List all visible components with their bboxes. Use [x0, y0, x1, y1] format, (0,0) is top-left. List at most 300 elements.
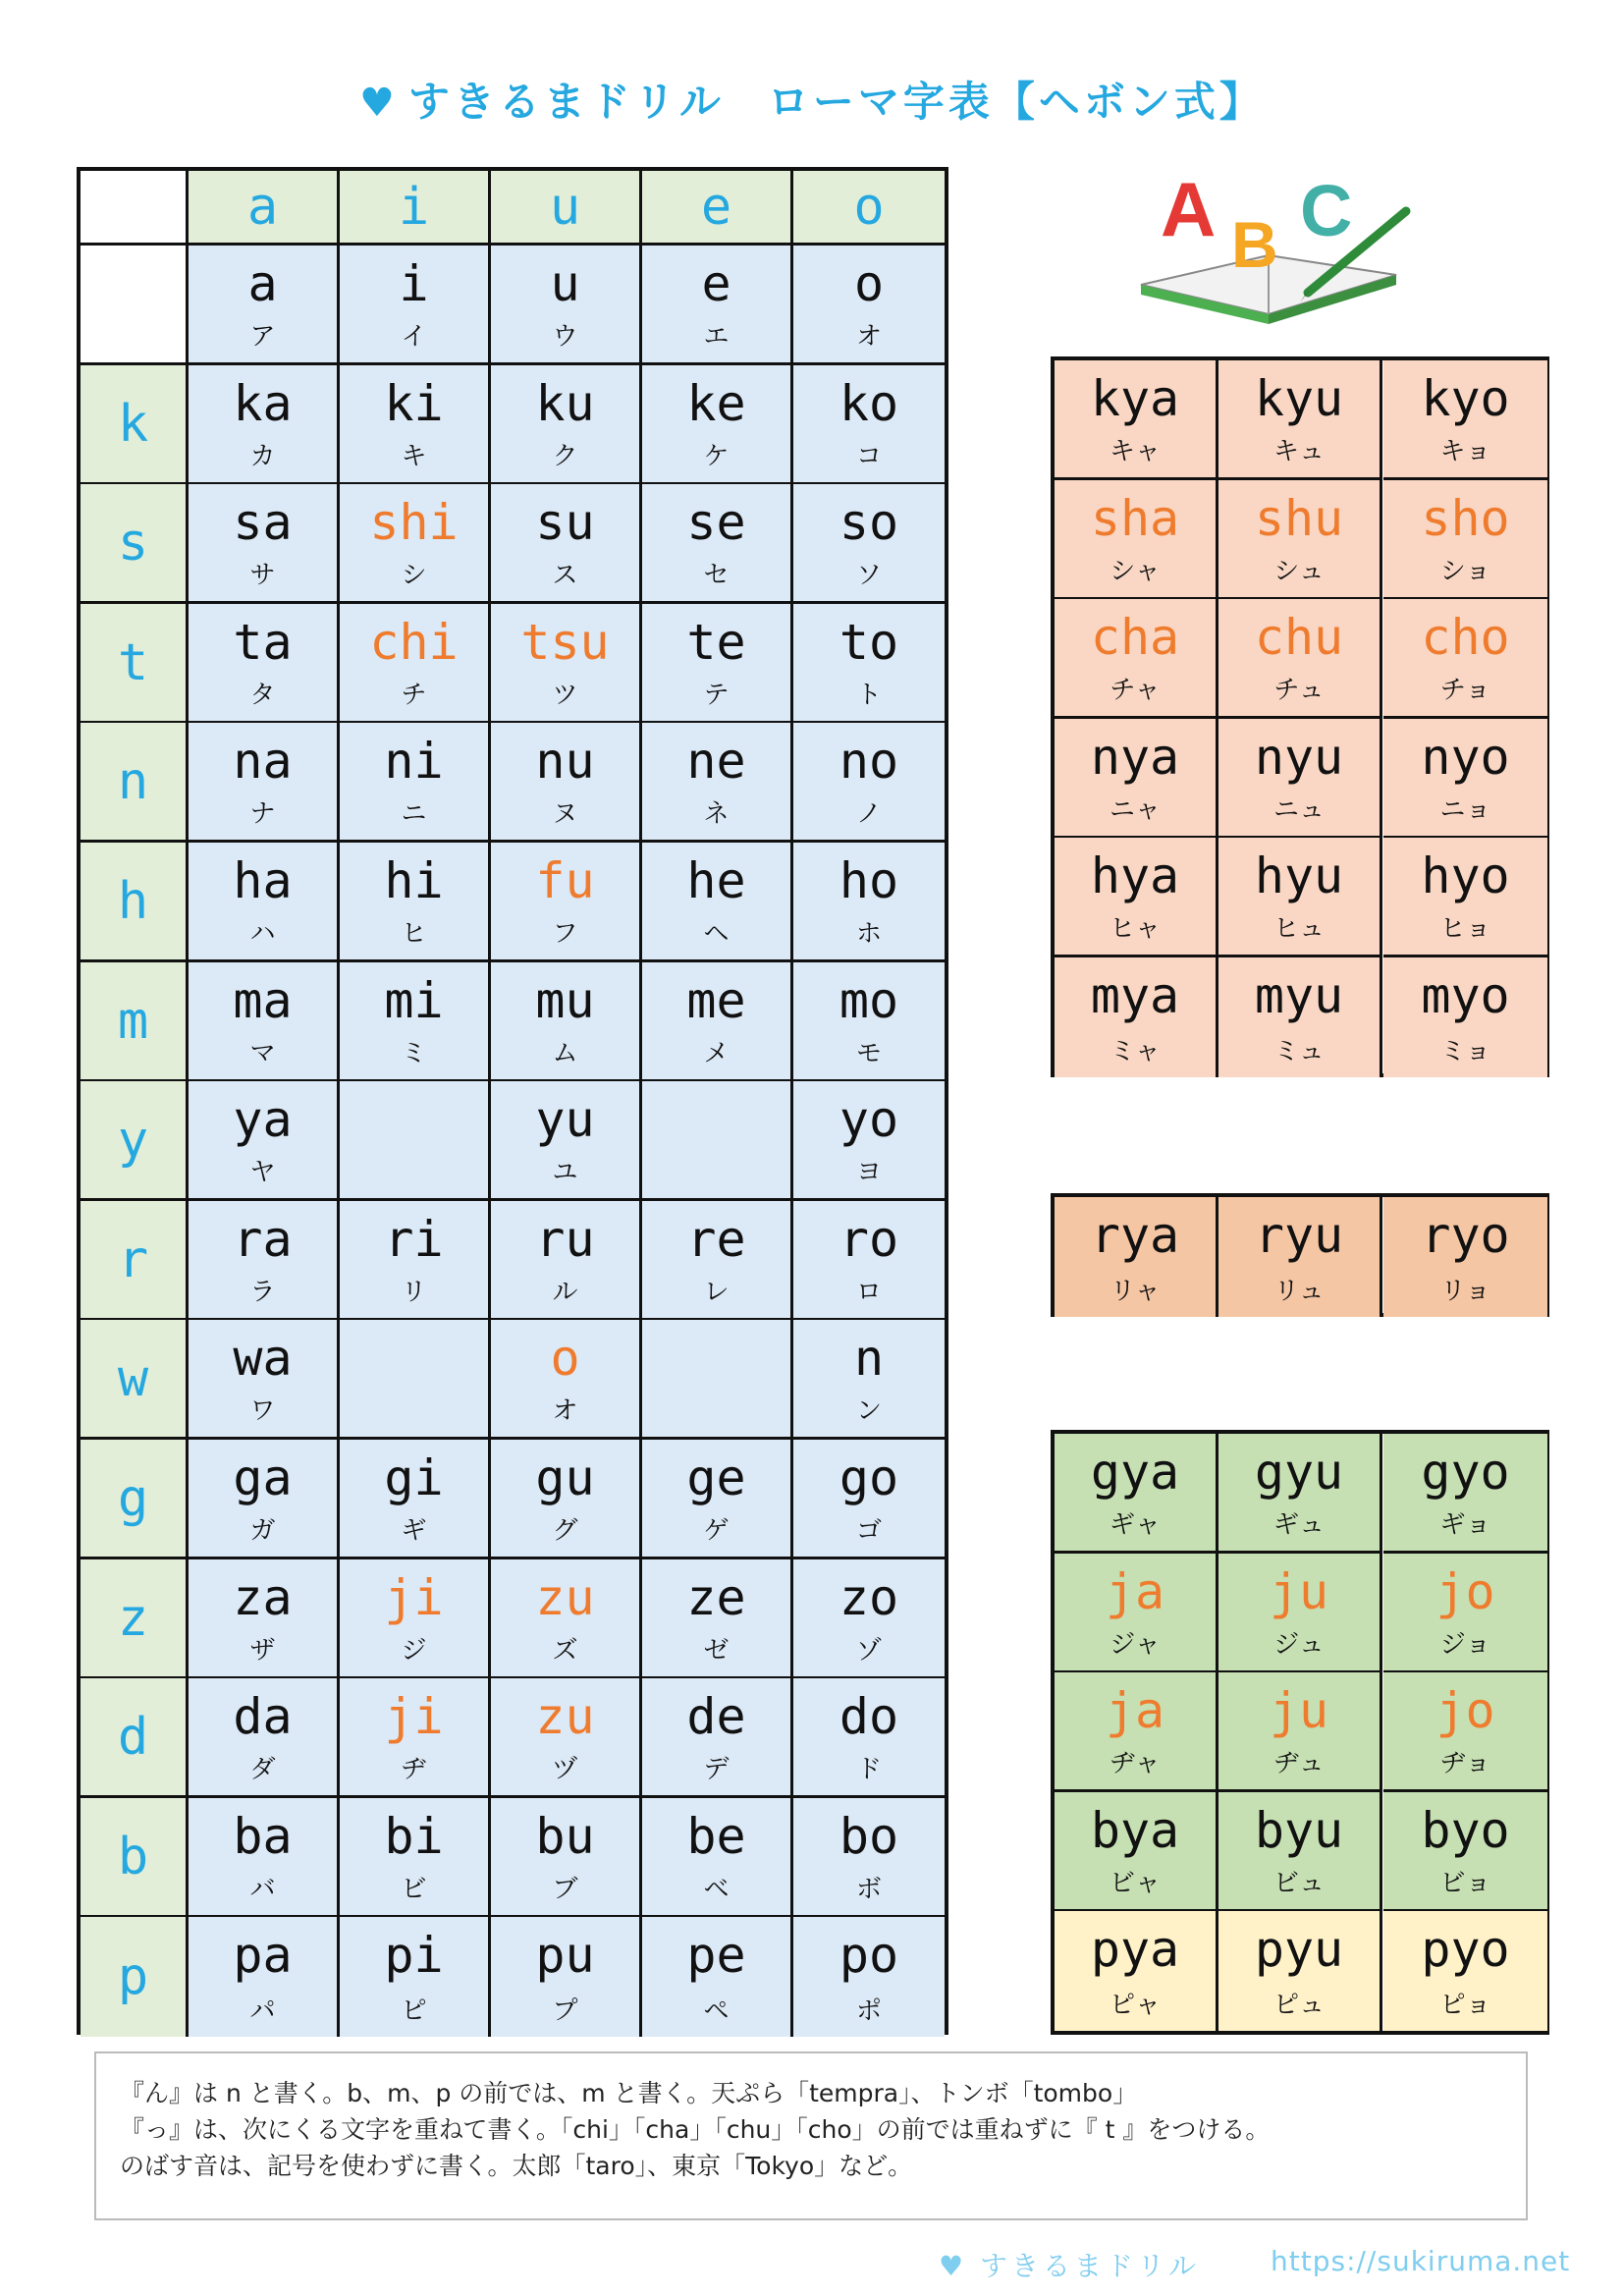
romaji-text: pu [535, 1927, 595, 1984]
katakana-text: ジョ [1439, 1630, 1491, 1660]
katakana-text: ヂャ [1110, 1749, 1161, 1778]
katakana-text: イ [401, 322, 427, 352]
katakana-text: ナ [249, 799, 276, 829]
page-title [0, 73, 1624, 133]
katakana-text: デ [703, 1755, 730, 1784]
katakana-text: ピョ [1439, 1991, 1491, 2020]
consonant-label: r [117, 1230, 149, 1289]
romaji-text: ma [233, 972, 293, 1029]
kana-cell [491, 1440, 642, 1559]
consonant-label: g [117, 1468, 149, 1528]
romaji-text: sa [233, 494, 293, 551]
vowel-label: i [398, 177, 430, 237]
romaji-text: ne [686, 733, 746, 790]
katakana-text: ア [249, 322, 276, 352]
romaji-text: po [839, 1927, 899, 1984]
katakana-text: ショ [1439, 557, 1491, 586]
youon-table-top [1051, 356, 1549, 1077]
katakana-text: ダ [249, 1755, 276, 1784]
romaji-text: chi [369, 614, 459, 671]
katakana-text: メ [703, 1039, 730, 1068]
kana-cell [642, 962, 793, 1082]
katakana-text: ノ [855, 799, 882, 829]
romaji-text: do [839, 1688, 899, 1745]
romaji-text: ka [233, 375, 293, 432]
kana-cell [793, 1081, 945, 1201]
kana-cell [642, 843, 793, 962]
consonant-header [81, 1559, 189, 1679]
kana-cell [491, 1320, 642, 1440]
consonant-label: y [117, 1110, 149, 1170]
katakana-text: ギャ [1109, 1510, 1161, 1540]
katakana-text: オ [855, 322, 882, 352]
vowel-header [189, 171, 340, 246]
kana-cell [189, 723, 340, 843]
kana-cell [793, 1678, 945, 1798]
table-title: ローマ字表【ヘボン式】 [767, 78, 1265, 126]
katakana-text: チョ [1439, 676, 1491, 705]
consonant-header [81, 1917, 189, 2037]
katakana-text: ソ [855, 561, 882, 590]
romaji-text: no [839, 733, 899, 790]
romaji-text: ja [1105, 1563, 1165, 1620]
katakana-text: ヘ [703, 919, 730, 949]
katakana-text: シャ [1110, 557, 1161, 586]
youon-cell [1218, 1672, 1382, 1792]
katakana-text: ヤ [249, 1158, 276, 1187]
romaji-text: mo [839, 972, 899, 1029]
katakana-text: ロ [855, 1278, 882, 1307]
kana-cell [340, 962, 491, 1082]
consonant-header [81, 1798, 189, 1918]
kana-cell [340, 1559, 491, 1679]
youon-cell [1383, 1554, 1547, 1673]
consonant-label: s [117, 513, 149, 573]
kana-cell [642, 246, 793, 365]
consonant-header [81, 604, 189, 724]
romaji-text: ke [686, 375, 746, 432]
youon-cell [1383, 360, 1547, 480]
romaji-text: bi [384, 1808, 444, 1865]
katakana-text: ツ [552, 681, 578, 710]
youon-cell [1055, 1554, 1218, 1673]
youon-cell [1218, 838, 1382, 957]
romaji-text: i [399, 255, 429, 312]
katakana-text: マ [249, 1039, 276, 1068]
youon-cell [1055, 1434, 1218, 1554]
romaji-text: pya [1090, 1921, 1180, 1978]
kana-cell [793, 484, 945, 604]
kana-cell [793, 246, 945, 365]
consonant-label: w [117, 1348, 149, 1408]
kana-cell [793, 723, 945, 843]
katakana-text: グ [552, 1516, 578, 1546]
katakana-text: ビョ [1439, 1869, 1491, 1898]
romaji-text: ge [686, 1449, 746, 1506]
romaji-text: mya [1090, 967, 1180, 1024]
youon-cell [1218, 480, 1382, 600]
youon-cell [1218, 1197, 1382, 1317]
romaji-text: n [853, 1330, 885, 1387]
katakana-text: ヒュ [1272, 914, 1325, 944]
katakana-text: ブ [552, 1875, 578, 1904]
brand-title: すきるまドリル [407, 78, 725, 126]
kana-cell [793, 962, 945, 1082]
kana-cell [189, 365, 340, 485]
footer-brand [939, 2245, 1200, 2284]
romaji-text: zu [535, 1688, 595, 1745]
notes-box [94, 2051, 1528, 2220]
consonant-label: z [117, 1588, 149, 1648]
kana-cell [340, 1440, 491, 1559]
katakana-text: エ [703, 322, 730, 352]
katakana-text: サ [249, 561, 276, 590]
kana-cell [340, 843, 491, 962]
katakana-text: キ [401, 442, 427, 471]
romaji-text: pe [686, 1927, 746, 1984]
kana-cell [340, 604, 491, 724]
consonant-header [81, 1201, 189, 1321]
kana-cell [491, 1081, 642, 1201]
romaji-text: se [686, 494, 746, 551]
romaji-text: kyu [1254, 370, 1344, 427]
note-line: 『っ』は、次にくる文字を重ねて書く。「chi」「cha」「chu」「cho」の前では重ねずに『 t 』をつける。 [120, 2115, 1271, 2144]
kana-cell [340, 1201, 491, 1321]
katakana-text: ト [855, 681, 882, 710]
katakana-text: リャ [1110, 1277, 1161, 1306]
kana-cell [793, 365, 945, 485]
kana-cell [189, 843, 340, 962]
katakana-text: ム [552, 1039, 578, 1068]
kana-cell [642, 484, 793, 604]
romaji-text: gi [384, 1449, 444, 1506]
kana-cell [491, 246, 642, 365]
heart-icon: ♥ [359, 81, 399, 126]
consonant-header [81, 962, 189, 1082]
romaji-text: ja [1105, 1682, 1165, 1739]
katakana-text: タ [249, 681, 276, 710]
consonant-label: m [117, 991, 149, 1051]
katakana-text: ネ [703, 799, 730, 829]
youon-cell [1218, 719, 1382, 839]
romaji-text: gyo [1421, 1444, 1510, 1501]
katakana-text: ヌ [552, 799, 578, 829]
romaji-text: myu [1254, 967, 1344, 1024]
youon-cell [1218, 599, 1382, 719]
youon-cell [1055, 957, 1218, 1077]
katakana-text: リ [401, 1278, 427, 1307]
romaji-text: ya [233, 1091, 293, 1148]
kana-cell [340, 723, 491, 843]
youon-cell [1383, 599, 1547, 719]
katakana-text: ニョ [1439, 795, 1491, 825]
vowel-label: o [853, 177, 885, 237]
romaji-text: sha [1090, 490, 1180, 547]
romaji-text: byo [1421, 1802, 1510, 1859]
kana-cell [793, 1320, 945, 1440]
katakana-text: ワ [249, 1396, 276, 1426]
youon-cell [1055, 1792, 1218, 1912]
vowel-header [793, 171, 945, 246]
katakana-text: ポ [855, 1996, 882, 2026]
katakana-text: ヨ [855, 1158, 882, 1187]
katakana-text: ピュ [1272, 1991, 1325, 2020]
kana-cell [642, 1798, 793, 1918]
youon-cell [1055, 1197, 1218, 1317]
katakana-text: ビ [401, 1875, 427, 1904]
romaji-text: nyo [1421, 729, 1510, 786]
katakana-text: ジ [401, 1636, 427, 1666]
romaji-text: kya [1090, 370, 1180, 427]
kana-cell [642, 1559, 793, 1679]
romaji-text: mi [384, 972, 444, 1029]
romaji-text: da [233, 1688, 293, 1745]
katakana-text: ヒョ [1439, 914, 1491, 944]
katakana-text: ラ [249, 1278, 276, 1307]
katakana-text: ヒャ [1109, 914, 1161, 944]
romaji-text: pyo [1421, 1921, 1510, 1978]
abc-book-icon [1121, 167, 1416, 334]
romaji-text: pa [233, 1927, 293, 1984]
kana-cell [189, 1678, 340, 1798]
katakana-text: ゴ [855, 1516, 882, 1546]
romaji-text: ro [839, 1211, 899, 1268]
katakana-text: ギュ [1272, 1510, 1325, 1540]
romaji-text: o [550, 1330, 580, 1387]
katakana-text: パ [249, 1996, 276, 2026]
youon-cell [1383, 838, 1547, 957]
consonant-label: t [117, 632, 149, 692]
katakana-text: ギ [401, 1516, 427, 1546]
youon-cell [1055, 360, 1218, 480]
romaji-text: ho [839, 852, 899, 909]
katakana-text: ニ [401, 799, 427, 829]
youon-cell [1383, 957, 1547, 1077]
romaji-text: me [686, 972, 746, 1029]
katakana-text: ボ [855, 1875, 882, 1904]
romaji-text: hya [1090, 847, 1180, 904]
katakana-text: ハ [249, 919, 276, 949]
consonant-label: n [117, 751, 149, 811]
romaji-text: fu [535, 852, 595, 909]
kana-cell [340, 1320, 491, 1440]
kana-cell [642, 1320, 793, 1440]
youon-cell [1383, 719, 1547, 839]
vowel-header [340, 171, 491, 246]
katakana-text: ゼ [703, 1636, 730, 1666]
katakana-text: ウ [552, 322, 578, 352]
romaji-text: gyu [1254, 1444, 1344, 1501]
romaji-text: ta [233, 614, 293, 671]
heart-icon: ♥ [939, 2250, 981, 2282]
romaji-text: ri [384, 1211, 444, 1268]
romaji-text: hyu [1254, 847, 1344, 904]
kana-cell [340, 365, 491, 485]
katakana-text: ン [855, 1396, 882, 1426]
romaji-text: rya [1090, 1207, 1180, 1264]
katakana-text: ザ [249, 1636, 276, 1666]
romaji-text: ga [233, 1449, 293, 1506]
vowel-header [491, 171, 642, 246]
kana-cell [340, 1678, 491, 1798]
kana-cell [491, 723, 642, 843]
romaji-text: nu [535, 733, 595, 790]
katakana-text: ヒ [401, 919, 427, 949]
consonant-label: h [117, 871, 149, 931]
vowel-label: a [246, 177, 279, 237]
kana-cell [189, 484, 340, 604]
katakana-text: ガ [249, 1516, 276, 1546]
romaji-text: ju [1269, 1563, 1329, 1620]
romaji-text: ba [233, 1808, 293, 1865]
romaji-text: he [686, 852, 746, 909]
kana-cell [189, 246, 340, 365]
katakana-text: ギョ [1439, 1510, 1491, 1540]
consonant-header [81, 1081, 189, 1201]
katakana-text: ペ [703, 1996, 730, 2026]
kana-cell [491, 1201, 642, 1321]
youon-cell [1055, 599, 1218, 719]
kana-cell [642, 1917, 793, 2037]
kana-cell [793, 1917, 945, 2037]
romaji-text: wa [233, 1330, 293, 1387]
consonant-header [81, 1440, 189, 1559]
romaji-text: kyo [1421, 370, 1510, 427]
kana-cell [642, 1081, 793, 1201]
vowel-header [642, 171, 793, 246]
romaji-text: u [550, 255, 580, 312]
kana-cell [491, 1559, 642, 1679]
romaji-text: yu [535, 1091, 595, 1148]
katakana-text: ド [855, 1755, 882, 1784]
kana-cell [340, 246, 491, 365]
youon-table-bottom [1051, 1430, 1549, 2035]
romaji-text: to [839, 614, 899, 671]
katakana-text: キュ [1272, 437, 1325, 466]
romaji-text: ki [384, 375, 444, 432]
kana-cell [491, 843, 642, 962]
romaji-text: te [686, 614, 746, 671]
corner-cell [81, 171, 189, 246]
katakana-text: ピャ [1109, 1991, 1161, 2020]
romaji-text: gya [1090, 1444, 1180, 1501]
kana-cell [491, 1798, 642, 1918]
letter-b: B [1231, 208, 1278, 281]
romaji-text: ji [384, 1688, 444, 1745]
footer-url-link[interactable]: https://sukiruma.net [1271, 2245, 1571, 2277]
katakana-text: ピ [401, 1996, 427, 2026]
kana-cell [189, 1081, 340, 1201]
katakana-text: テ [703, 681, 730, 710]
romaji-text: re [686, 1211, 746, 1268]
romaji-text: shi [369, 494, 459, 551]
romaji-text: ze [686, 1569, 746, 1626]
kana-cell [491, 962, 642, 1082]
katakana-text: ビャ [1109, 1869, 1161, 1898]
kana-cell [189, 962, 340, 1082]
katakana-text: リョ [1439, 1277, 1491, 1306]
katakana-text: ホ [855, 919, 882, 949]
youon-cell [1055, 480, 1218, 600]
romaji-text: ni [384, 733, 444, 790]
katakana-text: ミョ [1439, 1037, 1491, 1066]
kana-cell [340, 1917, 491, 2037]
letter-a: A [1161, 167, 1217, 252]
kana-cell [189, 1917, 340, 2037]
romaji-text: be [686, 1808, 746, 1865]
vowel-label: u [549, 177, 581, 237]
romaji-text: za [233, 1569, 293, 1626]
katakana-text: カ [249, 442, 276, 471]
katakana-text: ヂョ [1439, 1749, 1491, 1778]
romaji-text: ku [535, 375, 595, 432]
romaji-text: pi [384, 1927, 444, 1984]
katakana-text: ヅ [552, 1755, 578, 1784]
note-line: 『ん』は n と書く。b、m、p の前では、m と書く。天ぷら「tempra」、トンボ「tombo」 [120, 2079, 1138, 2107]
kana-cell [340, 484, 491, 604]
kana-cell [642, 604, 793, 724]
youon-cell [1383, 1197, 1547, 1317]
consonant-header [81, 1320, 189, 1440]
kana-cell [340, 1081, 491, 1201]
youon-cell [1218, 1434, 1382, 1554]
romaji-text: su [535, 494, 595, 551]
romaji-text: nya [1090, 729, 1180, 786]
katakana-text: キョ [1439, 437, 1491, 466]
katakana-text: ミャ [1110, 1037, 1161, 1066]
katakana-text: シュ [1273, 557, 1325, 586]
katakana-text: セ [703, 561, 730, 590]
consonant-header [81, 1678, 189, 1798]
kana-cell [491, 1917, 642, 2037]
kana-cell [491, 365, 642, 485]
katakana-text: ジャ [1110, 1630, 1161, 1660]
romaji-text: ju [1269, 1682, 1329, 1739]
kana-cell [793, 1440, 945, 1559]
romaji-text: mu [535, 972, 595, 1029]
romaji-text: e [701, 255, 731, 312]
youon-cell [1383, 1911, 1547, 2031]
consonant-header [81, 246, 189, 365]
katakana-text: ズ [552, 1636, 578, 1666]
katakana-text: オ [552, 1396, 578, 1426]
consonant-header [81, 484, 189, 604]
youon-cell [1218, 957, 1382, 1077]
romaji-text: zo [839, 1569, 899, 1626]
youon-cell [1218, 1792, 1382, 1912]
katakana-text: ニュ [1272, 795, 1325, 825]
romaji-text: shu [1254, 490, 1344, 547]
kana-cell [793, 1559, 945, 1679]
kana-cell [642, 1440, 793, 1559]
consonant-header [81, 843, 189, 962]
katakana-text: キャ [1109, 437, 1161, 466]
kana-cell [189, 1559, 340, 1679]
katakana-text: ジュ [1273, 1630, 1325, 1660]
romaji-text: ra [233, 1211, 293, 1268]
katakana-text: ミュ [1273, 1037, 1325, 1066]
katakana-text: ニャ [1109, 795, 1161, 825]
youon-cell [1383, 480, 1547, 600]
katakana-text: フ [552, 919, 578, 949]
kana-cell [642, 1201, 793, 1321]
kana-cell [340, 1798, 491, 1918]
youon-cell [1383, 1672, 1547, 1792]
katakana-text: ス [552, 561, 578, 590]
youon-cell [1218, 1554, 1382, 1673]
katakana-text: コ [855, 442, 882, 471]
kana-cell [491, 604, 642, 724]
